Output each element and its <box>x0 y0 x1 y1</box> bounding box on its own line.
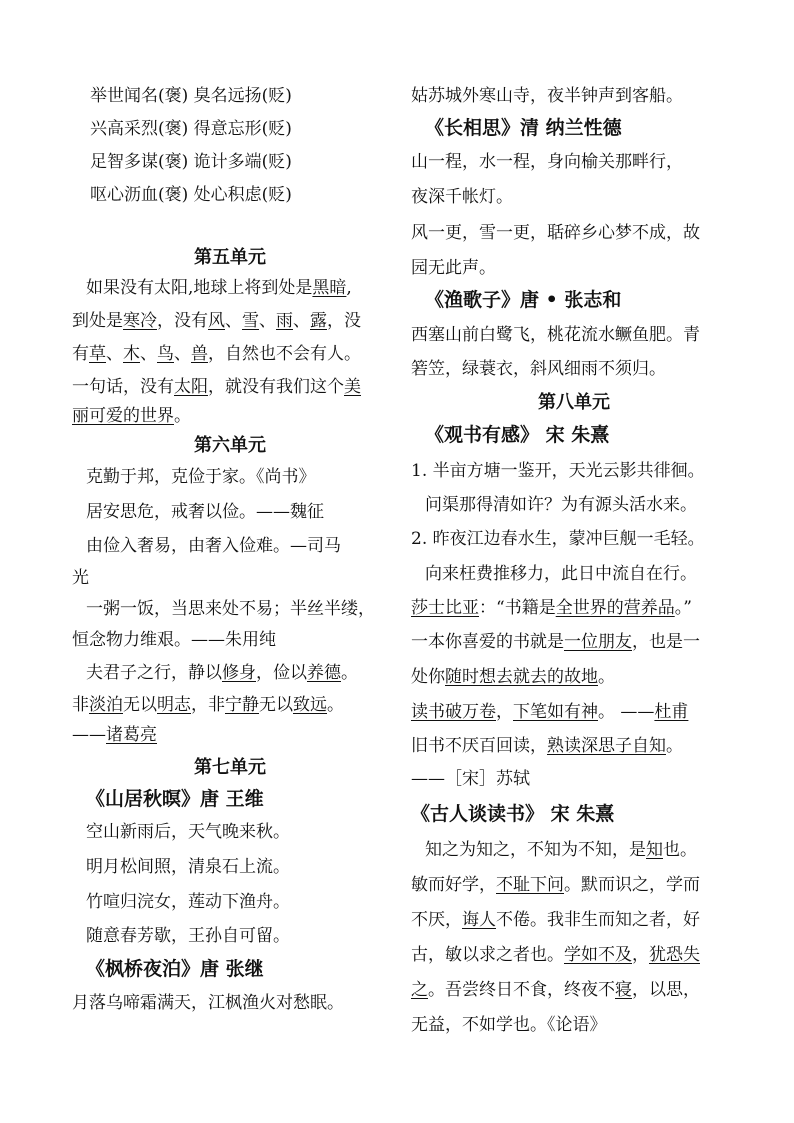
unit5-text-line: 有草、木、鸟、兽，自然也不会有人。 <box>72 344 361 364</box>
poem-title: 《渔歌子》唐 • 张志和 <box>425 289 622 311</box>
poem-title: 《长相思》清 纳兰性德 <box>425 117 622 139</box>
idiom-pair: 呕心沥血(褒) 处心积虑(贬) <box>90 185 292 205</box>
quote-line: 非淡泊无以明志，非宁静无以致远。 <box>72 695 344 715</box>
poem-line: 明月松间照，清泉石上流。 <box>86 857 290 877</box>
poem-line: 夜深千帐灯。 <box>411 187 513 207</box>
poem-line: 园无此声。 <box>411 258 496 278</box>
poem-line: 空山新雨后，天气晚来秋。 <box>86 822 290 842</box>
reading-line: 无益，不如学也。《论语》 <box>411 1015 607 1035</box>
poem-title: 《观书有感》 宋 朱熹 <box>425 424 610 446</box>
reading-line: 不厌，诲人不倦。我非生而知之者，好 <box>411 910 700 930</box>
unit5-text-line: 到处是寒冷，没有风、雪、雨、露，没 <box>72 311 361 331</box>
unit5-heading: 第五单元 <box>194 247 266 268</box>
quote-line: 一粥一饭，当思来处不易；半丝半缕， <box>86 599 375 619</box>
reading-line: 古，敏以求之者也。学如不及，犹恐失 <box>411 945 700 965</box>
quote-line: 旧书不厌百回读，熟读深思子自知。 <box>411 736 683 756</box>
quote-line: 光 <box>72 568 89 588</box>
quote-line: 夫君子之行，静以修身，俭以养德。 <box>86 663 358 683</box>
quote-line: 莎士比亚：“书籍是全世界的营养品。” <box>411 598 692 618</box>
poem-line: 随意春芳歇，王孙自可留。 <box>86 926 290 946</box>
quote-line: 处你随时想去就去的故地。 <box>411 667 615 687</box>
unit7-heading: 第七单元 <box>194 757 266 778</box>
poem-line: 向来枉费推移力，此日中流自在行。 <box>425 564 697 584</box>
poem-line: 山一程，水一程，身向榆关那畔行， <box>411 152 683 172</box>
reading-line: 之。吾尝终日不食，终夜不寝，以思， <box>411 980 700 1000</box>
poem-line: 箬笠，绿蓑衣，斜风细雨不须归。 <box>411 359 666 379</box>
reading-line: 敏而好学，不耻下问。默而识之，学而 <box>411 875 700 895</box>
poem-line: 风一更，雪一更，聒碎乡心梦不成，故 <box>411 223 700 243</box>
poem-line: 西塞山前白鹭飞，桃花流水鳜鱼肥。青 <box>411 325 700 345</box>
quote-line: ——诸葛亮 <box>72 725 157 745</box>
quote-line: 克勤于邦，克俭于家。《尚书》 <box>86 467 316 487</box>
unit5-text-line: 一句话，没有太阳，就没有我们这个美 <box>72 377 361 397</box>
unit5-text-line: 丽可爱的世界。 <box>72 406 191 426</box>
poem-line: 姑苏城外寒山寺，夜半钟声到客船。 <box>411 86 683 106</box>
quote-line: 读书破万卷，下笔如有神。 ——杜甫 <box>411 702 689 722</box>
poem-line: 问渠那得清如许？为有源头活水来。 <box>425 495 697 515</box>
idiom-pair: 举世闻名(褒) 臭名远扬(贬) <box>90 86 292 106</box>
poem-line: 月落乌啼霜满天，江枫渔火对愁眠。 <box>72 993 344 1013</box>
quote-line: 一本你喜爱的书就是一位朋友，也是一 <box>411 632 700 652</box>
unit6-heading: 第六单元 <box>194 435 266 456</box>
reading-line: 知之为知之，不知为不知，是知也。 <box>425 840 697 860</box>
idiom-pair: 兴高采烈(褒) 得意忘形(贬) <box>90 119 292 139</box>
poem-title: 《枫桥夜泊》唐 张继 <box>86 958 264 980</box>
quote-line: 居安思危，戒奢以俭。——魏征 <box>86 502 324 522</box>
poem-line: 竹喧归浣女，莲动下渔舟。 <box>86 892 290 912</box>
idiom-pair: 足智多谋(褒) 诡计多端(贬) <box>90 152 292 172</box>
quote-line: ——［宋］苏轼 <box>411 769 530 789</box>
quote-line: 由俭入奢易，由奢入俭难。—司马 <box>86 536 341 556</box>
poem-line: 1. 半亩方塘一鉴开，天光云影共徘徊。 <box>411 461 705 481</box>
quote-line: 恒念物力维艰。——朱用纯 <box>72 630 276 650</box>
poem-title: 《古人谈读书》 宋 朱熹 <box>411 803 615 825</box>
unit5-text-line: 如果没有太阳,地球上将到处是黑暗, <box>86 278 352 298</box>
poem-title: 《山居秋暝》唐 王维 <box>86 788 264 810</box>
poem-line: 2. 昨夜江边春水生，蒙冲巨舰一毛轻。 <box>411 529 705 549</box>
unit8-heading: 第八单元 <box>538 392 610 413</box>
